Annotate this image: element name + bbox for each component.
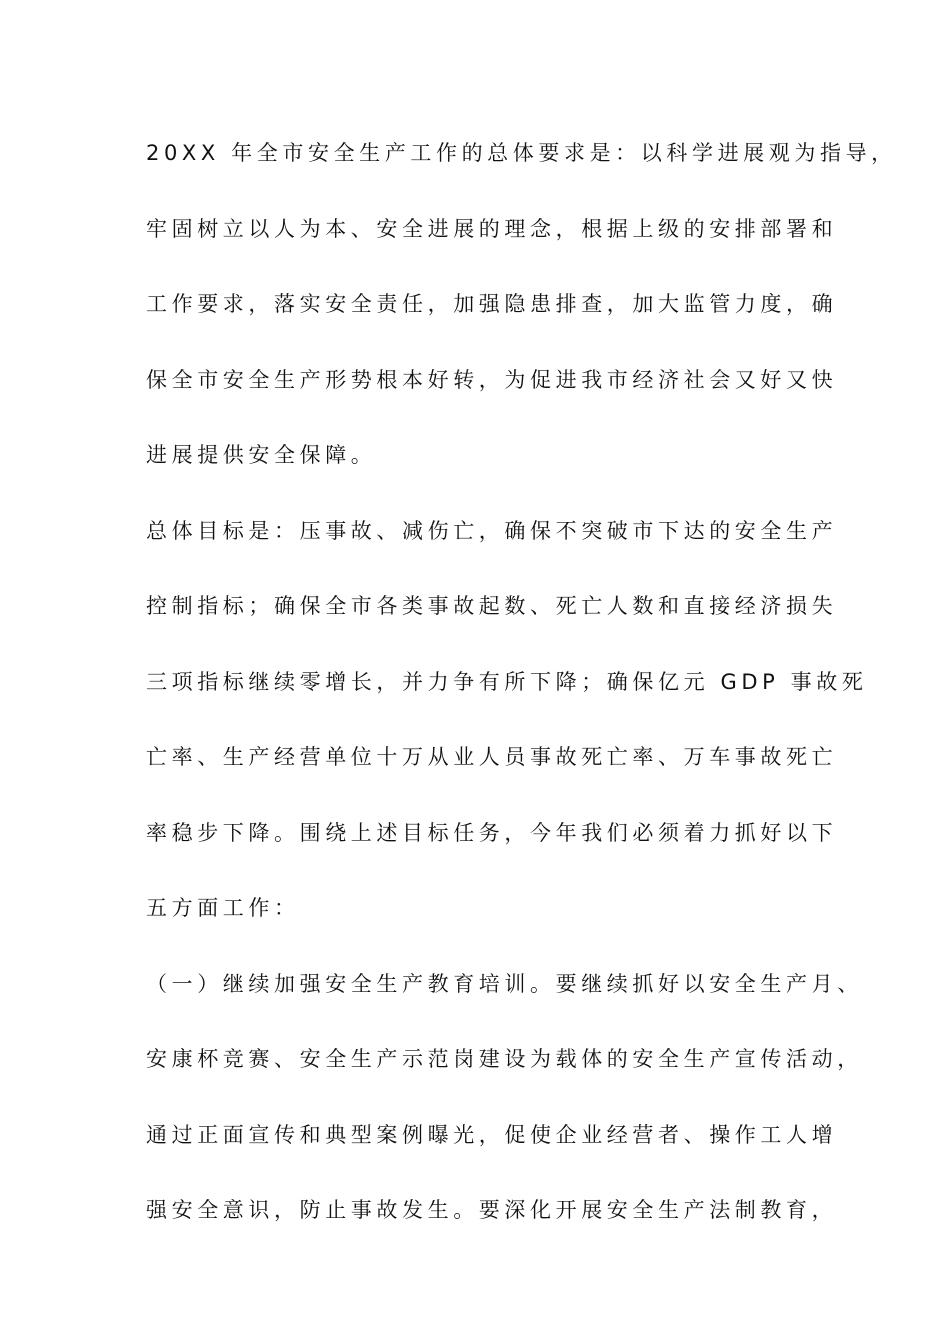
text-line: 三项指标继续零增长，并力争有所下降；确保亿元 GDP 事故死 (146, 669, 868, 694)
text-line: 进展提供安全保障。 (146, 443, 377, 467)
text-line: 强安全意识，防止事故发生。要深化开展安全生产法制教育， (146, 1198, 838, 1222)
text-line: 工作要求，落实安全责任，加强隐患排查，加大监管力度，确 (146, 292, 838, 316)
text-line: 控制指标；确保全市各类事故起数、死亡人数和直接经济损失 (146, 594, 838, 618)
text-line: 保全市安全生产形势根本好转，为促进我市经济社会又好又快 (146, 367, 838, 392)
text-line: 牢固树立以人为本、安全进展的理念，根据上级的安排部署和 (146, 216, 838, 241)
text-line: 20XX 年全市安全生产工作的总体要求是：以科学进展观为指导， (146, 141, 897, 165)
text-line: 安康杯竞赛、安全生产示范岗建设为载体的安全生产宣传活动， (146, 1047, 863, 1071)
text-line: 五方面工作： (146, 896, 300, 920)
document-body (146, 133, 897, 1266)
text-line: （一）继续加强安全生产教育培训。要继续抓好以安全生产月、 (146, 971, 863, 996)
text-line: 通过正面宣传和典型案例曝光，促使企业经营者、操作工人增 (146, 1122, 838, 1147)
text-line: 总体目标是：压事故、减伤亡，确保不突破市下达的安全生产 (146, 518, 838, 543)
text-line: 率稳步下降。围绕上述目标任务，今年我们必须着力抓好以下 (146, 820, 838, 845)
text-line: 亡率、生产经营单位十万从业人员事故死亡率、万车事故死亡 (146, 745, 838, 769)
